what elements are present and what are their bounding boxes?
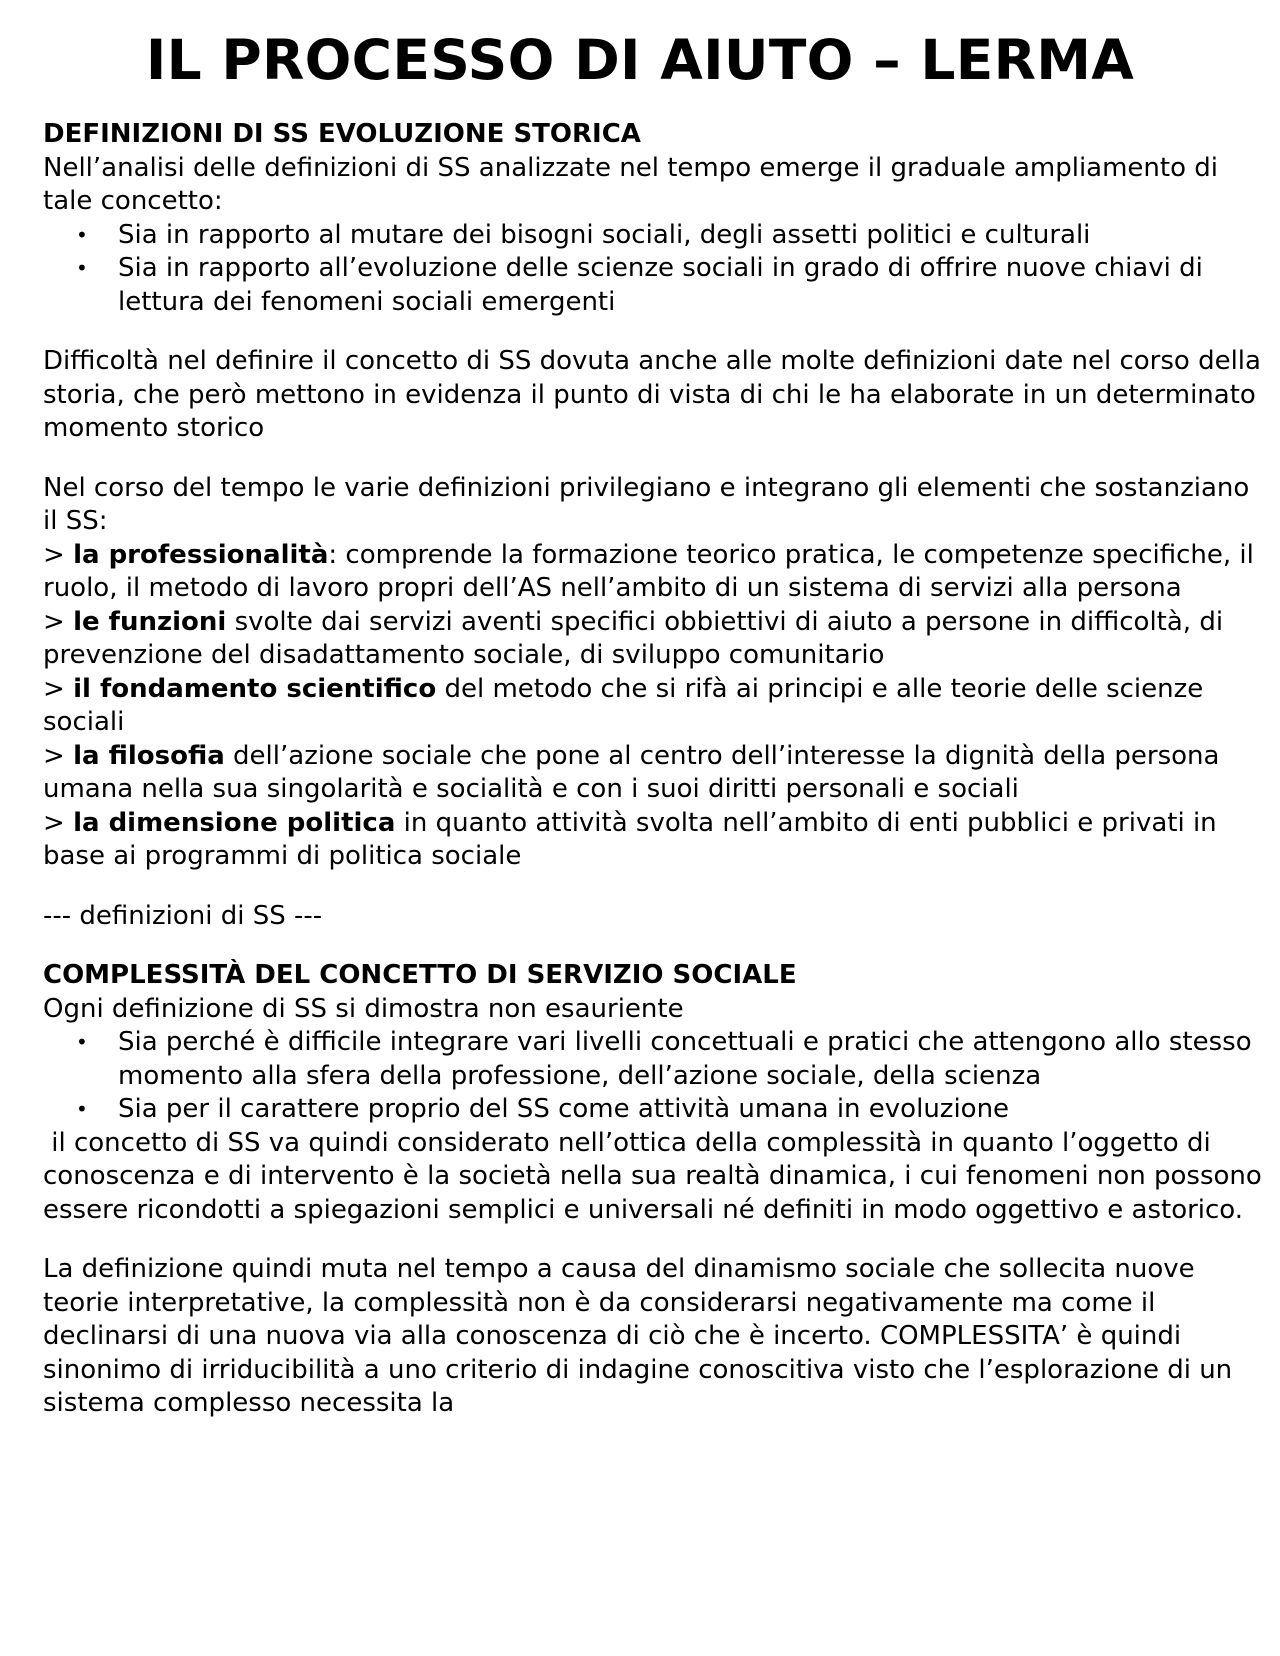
list-item: [43, 1026, 1263, 1093]
list-item-text: Sia in rapporto al mutare dei bisogni sociali, degli assetti politici e culturali: [118, 219, 1091, 250]
definition-change-paragraph: La definizione quindi muta nel tempo a causa del dinamismo sociale che sollecita nuove teorie interpretative, la complessità non è da considerarsi negativamente ma come il declinarsi di una nuova via alla conoscenza di ciò che è incerto. COMPLESSITA’ è quindi sinonimo di irriducibilità a uno criterio di indagine conoscitiva visto che l’esplorazione di un sistema complesso necessita la: [43, 1254, 1233, 1418]
section1-bullet-list: [43, 219, 1263, 320]
list-item-text: Sia per il carattere proprio del SS come attività umana in evoluzione: [118, 1094, 1010, 1124]
section-heading-definizioni: DEFINIZIONI DI SS EVOLUZIONE STORICA: [43, 119, 641, 149]
bullet-icon: •: [76, 1030, 88, 1054]
element-marker: >: [43, 740, 74, 771]
list-item-text: Sia in rapporto all’evoluzione delle scienze sociali in grado di offrire nuove chiavi di lettura dei fenomeni sociali emergenti: [118, 253, 1203, 317]
elements-intro-paragraph: Nel corso del tempo le varie definizioni privilegiano e integrano gli elementi che sostanziano il SS:: [43, 472, 1250, 536]
section-heading-complessita: COMPLESSITÀ DEL CONCETTO DI SERVIZIO SOCIALE: [43, 960, 797, 990]
complexity-paragraph: il concetto di SS va quindi considerato nell’ottica della complessità in quanto l’oggetto di conoscenza e di intervento è la società nella sua realtà dinamica, i cui fenomeni non possono essere ricondotti a spiegazioni semplici e universali né definiti in modo oggettivo e astorico.: [43, 1127, 1271, 1225]
element-description: del metodo che si rifà ai principi e alle teorie delle scienze sociali: [43, 673, 1204, 737]
element-filosofia: [43, 740, 1263, 807]
element-fondamento-scientifico: [43, 673, 1263, 740]
element-term: le funzioni: [73, 606, 227, 637]
element-term: la filosofia: [73, 740, 225, 771]
element-term: la dimensione politica: [73, 807, 396, 838]
element-description: in quanto attività svolta nell’ambito di enti pubblici e privati in base ai programmi di politica sociale: [43, 807, 1217, 871]
list-item: [43, 1093, 1263, 1127]
element-marker: >: [43, 807, 74, 838]
bullet-icon: •: [76, 222, 88, 247]
bullet-icon: •: [76, 1097, 88, 1121]
element-dimensione-politica: [43, 807, 1263, 874]
element-description: dell’azione sociale che pone al centro dell’interesse la dignità della persona umana nella sua singolarità e socialità e con i suoi diritti personali e sociali: [43, 740, 1220, 804]
section2-bullet-list: [43, 1026, 1263, 1127]
element-marker: >: [43, 606, 74, 637]
element-term: la professionalità: [73, 539, 329, 570]
bullet-icon: •: [76, 256, 88, 280]
element-description: : comprende la formazione teorico pratica, le competenze specifiche, il ruolo, il metodo di lavoro propri dell’AS nell’ambito di un sistema di servizi alla persona: [43, 539, 1254, 603]
element-marker: >: [43, 539, 74, 570]
document-body: [43, 118, 1271, 1421]
difficulty-paragraph: Difficoltà nel definire il concetto di SS dovuta anche alle molte definizioni date nel corso della storia, che però mettono in evidenza il punto di vista di chi le ha elaborate in un determinato momento storico: [43, 346, 1261, 443]
definitions-separator: --- definizioni di SS ---: [43, 900, 323, 931]
section1-intro-paragraph: Nell’analisi delle definizioni di SS analizzate nel tempo emerge il graduale ampliamento di tale concetto:: [43, 152, 1219, 216]
element-funzioni: [43, 606, 1263, 673]
element-description: svolte dai servizi aventi specifici obbiettivi di aiuto a persone in difficoltà, di prevenzione del disadattamento sociale, di sviluppo comunitario: [43, 606, 1224, 670]
element-professionalita: [43, 539, 1263, 606]
list-item: [43, 219, 1263, 253]
document-title: IL PROCESSO DI AIUTO – LERMA: [145, 28, 1135, 92]
element-term: il fondamento scientifico: [73, 673, 437, 704]
section2-intro-paragraph: Ogni definizione di SS si dimostra non esauriente: [43, 993, 684, 1024]
element-marker: >: [43, 673, 74, 704]
list-item: [43, 252, 1263, 319]
list-item-text: Sia perché è difficile integrare vari livelli concettuali e pratici che attengono allo stesso momento alla sfera della professione, dell’azione sociale, della scienza: [118, 1027, 1252, 1091]
